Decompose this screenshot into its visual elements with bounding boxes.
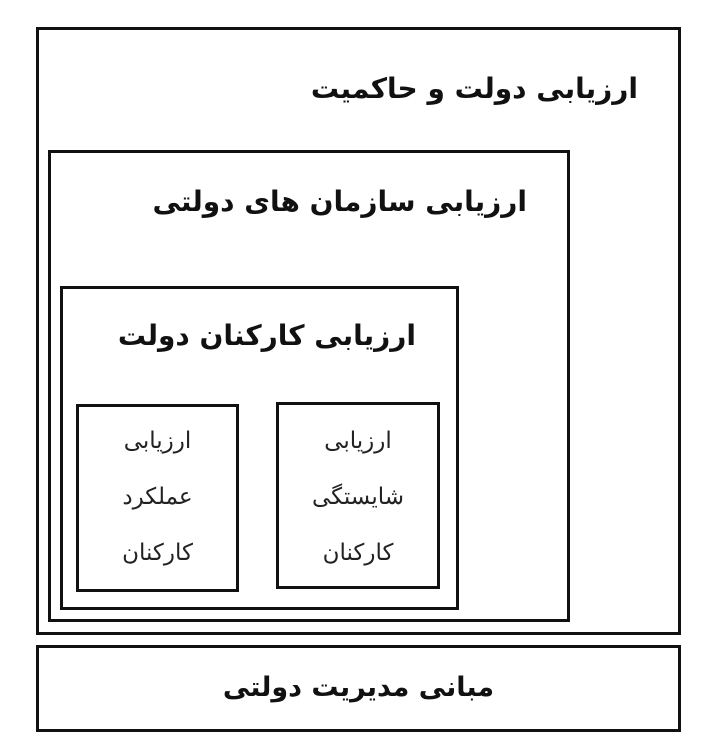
organizations-evaluation-title: ارزیابی سازمان های دولتی <box>152 185 527 218</box>
competency-line-3: کارکنان <box>322 540 394 566</box>
employees-evaluation-title: ارزیابی کارکنان دولت <box>117 319 416 352</box>
performance-line-3: کارکنان <box>122 540 193 566</box>
public-administration-foundation-title: مبانی مدیریت دولتی <box>222 672 495 703</box>
performance-line-1: ارزیابی <box>123 428 192 454</box>
performance-evaluation-text <box>79 413 236 581</box>
performance-line-2: عملکرد <box>122 484 193 510</box>
governance-evaluation-title: ارزیابی دولت و حاکمیت <box>310 72 638 105</box>
public-administration-foundation-box <box>36 645 681 732</box>
performance-evaluation-box <box>76 404 239 592</box>
competency-line-2: شایستگی <box>311 484 404 510</box>
competency-evaluation-text <box>279 413 437 581</box>
competency-line-1: ارزیابی <box>324 428 392 454</box>
competency-evaluation-box <box>276 402 440 589</box>
